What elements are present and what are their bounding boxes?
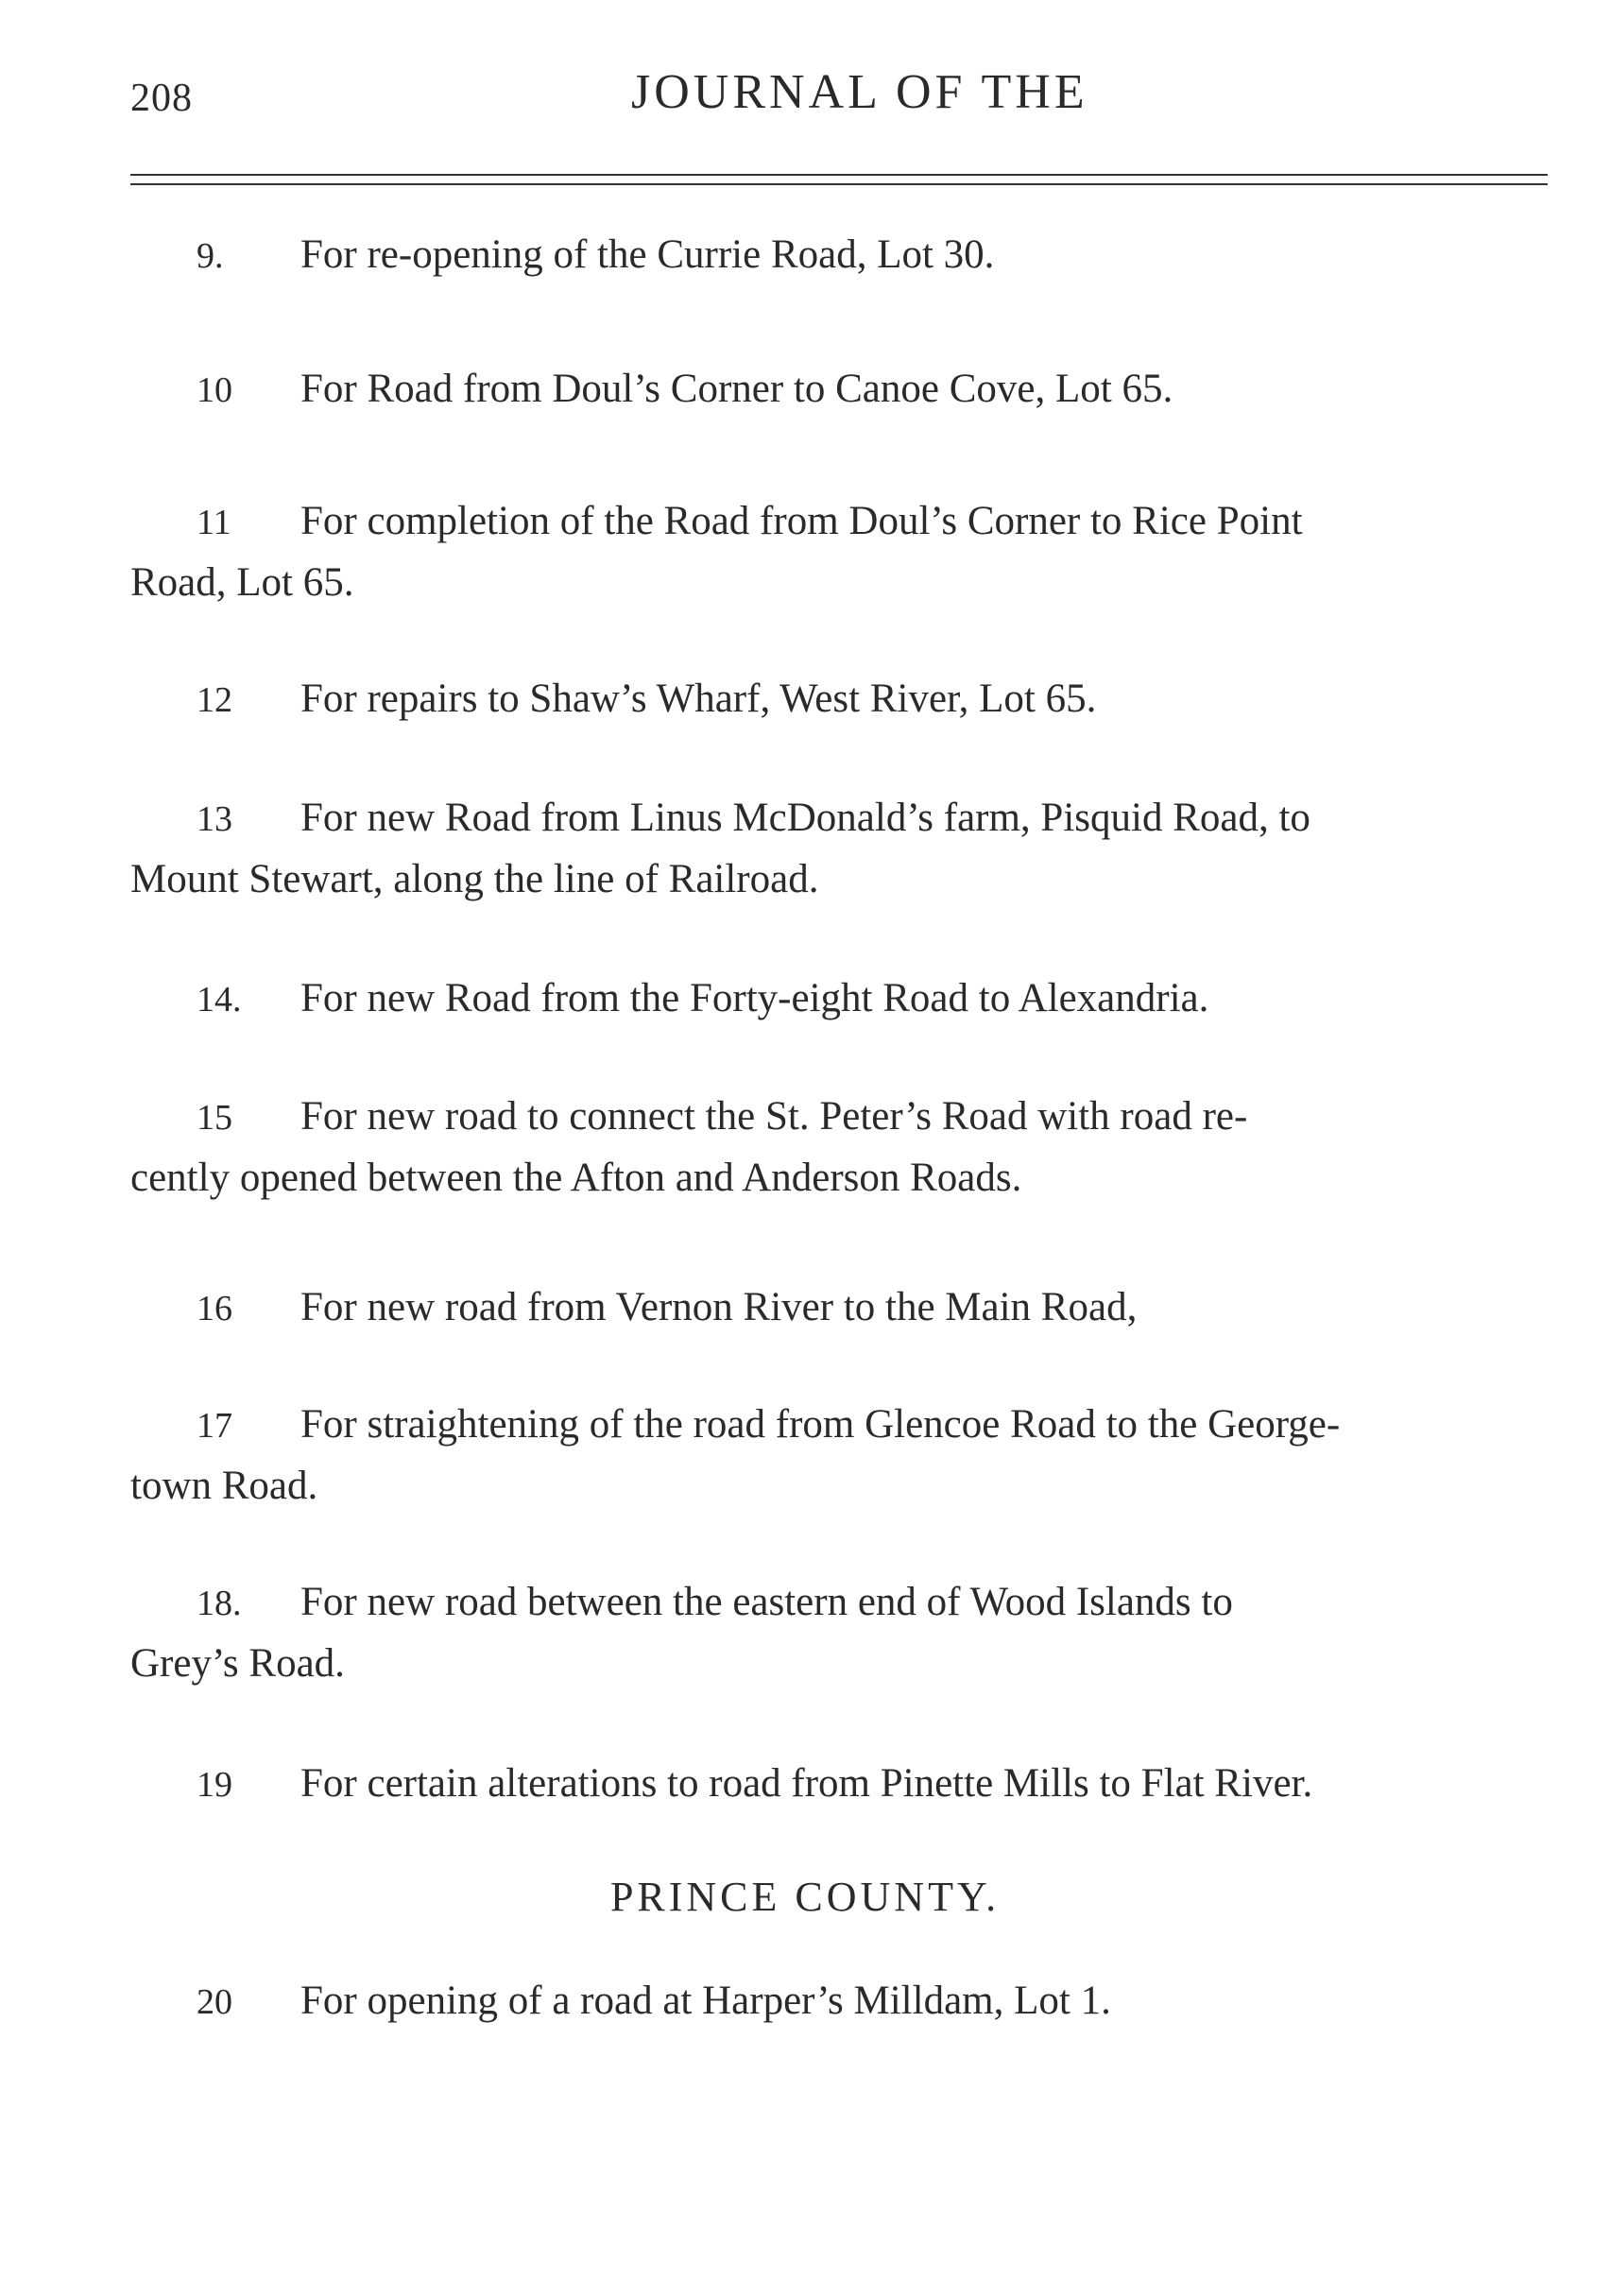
list-item: [130, 669, 1548, 730]
header-rule-bottom: [130, 183, 1548, 185]
item-number: 13: [197, 799, 232, 839]
item-number: 11: [197, 503, 231, 542]
header-rule-top: [130, 174, 1548, 176]
list-item: [130, 1572, 1548, 1694]
item-number: 16: [197, 1289, 232, 1328]
list-item: [130, 225, 1548, 286]
item-number: 19: [197, 1765, 232, 1805]
item-text: For new road from Vernon River to the Main Road,: [300, 1285, 1138, 1329]
item-number: 14.: [197, 980, 242, 1019]
list-item: [130, 1971, 1548, 2032]
item-number: 12: [197, 680, 232, 720]
list-item: [130, 1754, 1548, 1815]
list-item: [130, 1395, 1548, 1516]
item-text: For re-opening of the Currie Road, Lot 30.: [300, 232, 995, 277]
list-item: [130, 359, 1548, 420]
item-text-continuation: Road, Lot 65.: [130, 560, 354, 605]
item-text-continuation: Grey’s Road.: [130, 1641, 345, 1686]
item-text: For straightening of the road from Glencoe Road to the George-: [300, 1402, 1341, 1447]
item-number: 18.: [197, 1584, 242, 1623]
item-text-continuation: cently opened between the Afton and Anderson Roads.: [130, 1156, 1022, 1200]
item-number: 15: [197, 1098, 232, 1138]
page-number: 208: [130, 77, 193, 120]
list-item: [130, 491, 1548, 613]
item-text: For completion of the Road from Doul’s Corner to Rice Point: [300, 499, 1303, 543]
item-text: For new road to connect the St. Peter’s Road with road re-: [300, 1094, 1248, 1139]
page-header: [130, 64, 1548, 130]
list-item: [130, 968, 1548, 1030]
item-number: 17: [197, 1406, 232, 1446]
running-head: JOURNAL OF THE: [631, 65, 1088, 119]
item-number: 9.: [197, 236, 224, 276]
item-text: For certain alterations to road from Pinette Mills to Flat River.: [300, 1761, 1313, 1806]
item-text: For new road between the eastern end of Wood Islands to: [300, 1580, 1233, 1624]
item-number: 20: [197, 1982, 232, 2022]
item-number: 10: [197, 370, 232, 410]
item-text: For opening of a road at Harper’s Milldam, Lot 1.: [300, 1979, 1111, 2023]
item-text-continuation: Mount Stewart, along the line of Railroad.: [130, 857, 819, 901]
item-text: For new Road from the Forty-eight Road to Alexandria.: [300, 976, 1209, 1020]
list-item: [130, 1087, 1548, 1208]
section-heading: PRINCE COUNTY.: [609, 1874, 1001, 1920]
list-item: [130, 788, 1548, 910]
item-text: For Road from Doul’s Corner to Canoe Cove, Lot 65.: [300, 367, 1173, 411]
item-text-continuation: town Road.: [130, 1464, 318, 1508]
item-text: For new Road from Linus McDonald’s farm, Pisquid Road, to: [300, 796, 1310, 840]
item-text: For repairs to Shaw’s Wharf, West River, Lot 65.: [300, 677, 1097, 721]
list-item: [130, 1277, 1548, 1339]
